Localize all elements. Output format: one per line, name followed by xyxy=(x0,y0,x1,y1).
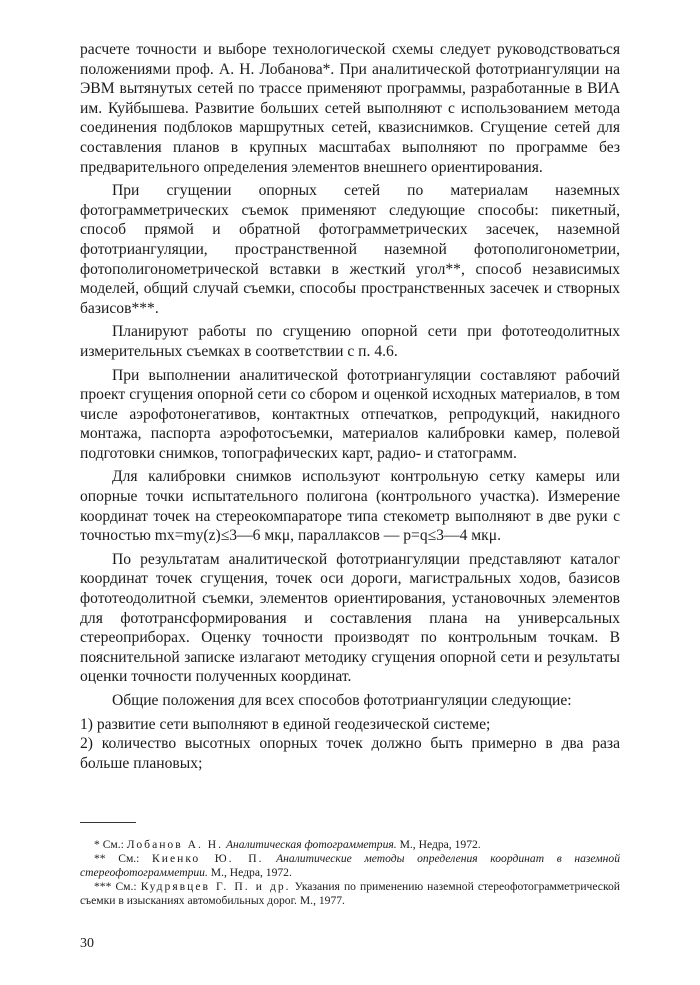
footnote-1 xyxy=(80,838,620,852)
paragraph-results: По результатам аналитической фототриангуляции представляют каталог координат точек сгущения, точек оси дороги, магистральных ходов, базисов фототеодолитной съемки, элементов ориентирования, установочных элементов для фототрансформирования и составления плана на универсальных стереоприборах. Оценку точности производят по контрольным точкам. В пояснительной записке излагают методику сгущения опорной сети и результаты оценки точности полученных координат. xyxy=(80,550,620,686)
footnote-publisher: М., Недра, 1972. xyxy=(210,866,292,879)
footnotes xyxy=(80,838,620,908)
page-number: 30 xyxy=(80,936,94,951)
footnote-author: Лобанов А. Н. xyxy=(126,838,224,851)
footnote-title: Указания по применению наземной стереофотограмметрической съемки в изысканиях автомобильных дорог. xyxy=(80,880,620,907)
paragraph-calibration: Для калибровки снимков используют контрольную сетку камеры или опорные точки испытательного полигона (контрольного участка). Измерение координат точек на стереокомпараторе типа стекометр выполняют в две руки с точностью mx=my(z)≤3—6 мкμ, параллаксов — p=q≤3—4 мкμ. xyxy=(80,468,620,545)
footnote-2 xyxy=(80,852,620,880)
footnote-divider xyxy=(80,822,136,823)
paragraph-general-provisions: Общие положения для всех способов фототриангуляции следующие: xyxy=(112,692,572,709)
paragraph-analytical-project: При выполнении аналитической фототриангуляции составляют рабочий проект сгущения опорной сети со сбором и оценкой исходных материалов, в том числе аэрофотонегативов, контактных отпечатков, репродукций, накидного монтажа, паспорта аэрофотосъемки, материалов калибровки камер, полевой подготовки снимков, топографических карт, радио- и статограмм. xyxy=(80,366,620,462)
footnote-3 xyxy=(80,880,620,908)
footnote-marker: ** См.: xyxy=(94,852,140,865)
main-text xyxy=(80,40,620,773)
list-item: 2) количество высотных опорных точек должно быть примерно в два раза больше плановых; xyxy=(80,735,620,772)
footnote-title: Аналитические методы определения координат в наземной стереофотограмметрии. xyxy=(80,852,621,879)
footnote-author: Кудрявцев Г. П. и др. xyxy=(140,880,291,893)
footnote-publisher: М., 1977. xyxy=(299,894,345,907)
list-item: 1) развитие сети выполняют в единой геодезической системе; xyxy=(80,715,491,733)
footnote-title: Аналитическая фотограмметрия. xyxy=(225,838,397,851)
paragraph-continuation: расчете точности и выборе технологической схемы следует руководствоваться положениями проф. А. Н. Лобанова*. При аналитической фототриангуляции на ЭВМ вытянутых сетей по трассе применяют программы, разработанные в ВИА им. Куйбышева. Развитие больших сетей выполняют с использованием метода соединения подблоков маршрутных сетей, квазиснимков. Сгущение сетей для составления планов в крупных масштабах выполняют по программе без предварительного определения элементов внешнего ориентирования. xyxy=(80,41,620,176)
footnote-marker: *** См.: xyxy=(94,880,137,893)
footnote-marker: * См.: xyxy=(94,838,124,851)
paragraph-ground-surveys: При сгущении опорных сетей по материалам наземных фотограмметрических съемок применяют следующие способы: пикетный, способ прямой и обратной фотограмметрических засечек, наземной фототриангуляции, пространственной наземной фотополигонометрии, фотополигонометрической вставки в жесткий угол**, способ независимых моделей, общий случай съемки, способы пространственных засечек и створных базисов***. xyxy=(80,182,620,317)
paragraph-planning: Планируют работы по сгущению опорной сети при фототеодолитных измерительных съемках в соответствии с п. 4.6. xyxy=(80,323,620,360)
footnote-author: Киенко Ю. П. xyxy=(152,852,264,865)
footnote-publisher: М., Недра, 1972. xyxy=(399,838,481,851)
